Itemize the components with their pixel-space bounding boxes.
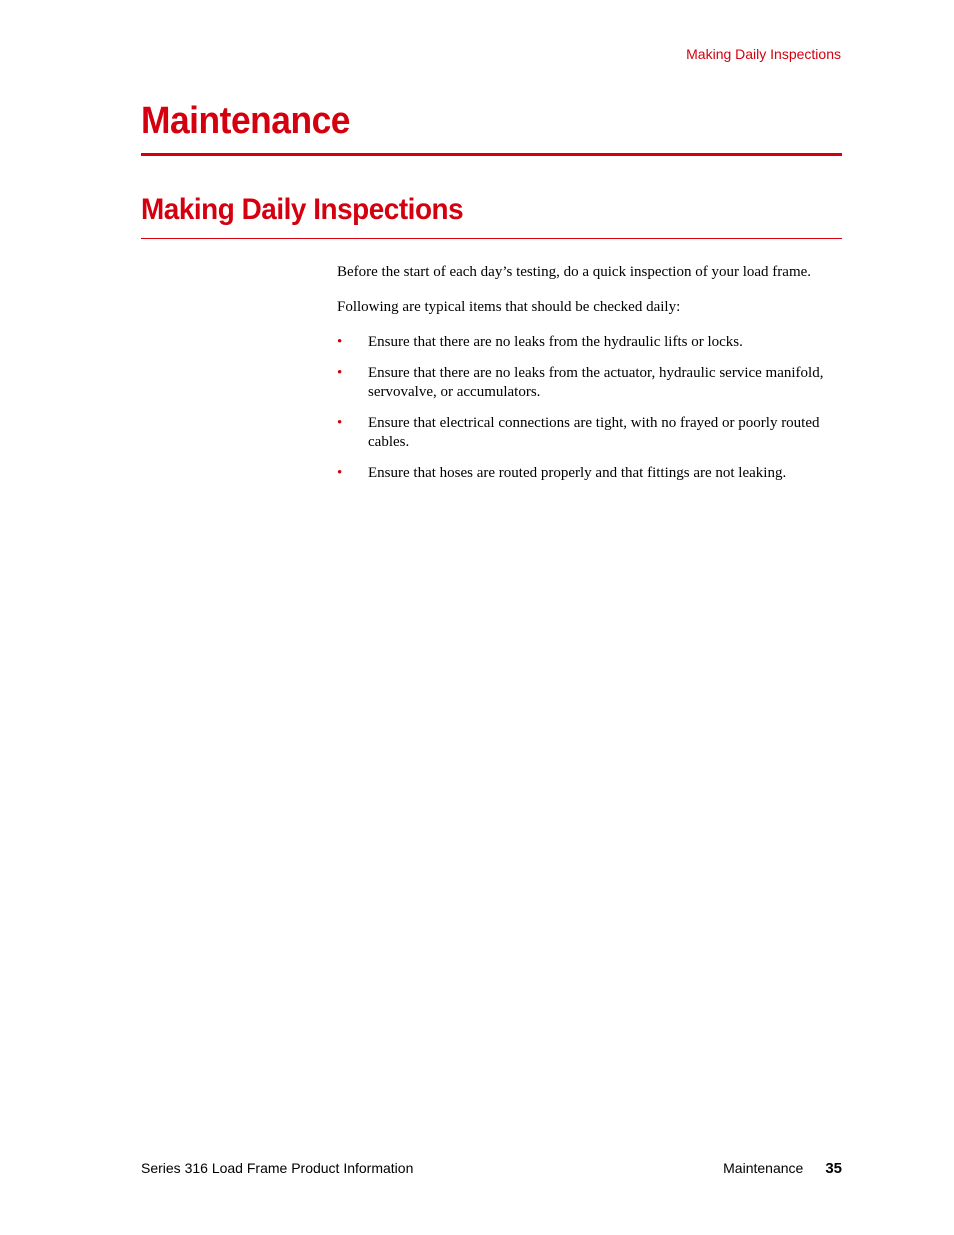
chapter-title: Maintenance	[141, 100, 350, 142]
list-item	[337, 464, 842, 483]
section-title: Making Daily Inspections	[141, 193, 464, 226]
footer-chapter-name: Maintenance	[723, 1160, 804, 1176]
intro-paragraph: Before the start of each day’s testing, do a quick inspection of your load frame.	[337, 264, 812, 280]
inspection-checklist	[337, 333, 842, 483]
bullet-icon: •	[337, 465, 343, 481]
bullet-icon: •	[337, 334, 343, 350]
list-item	[337, 364, 842, 402]
footer-right	[723, 1160, 842, 1177]
list-item	[337, 414, 842, 452]
section-rule	[141, 238, 842, 239]
footer-document-title: Series 316 Load Frame Product Information	[141, 1160, 414, 1176]
section-body	[337, 263, 842, 495]
page-number: 35	[825, 1160, 842, 1177]
list-item-text: Ensure that electrical connections are tight, with no frayed or poorly routed cables.	[368, 415, 820, 450]
bullet-icon: •	[337, 415, 343, 431]
chapter-rule	[141, 153, 842, 156]
list-item-text: Ensure that there are no leaks from the actuator, hydraulic service manifold, servovalve, or accumulators.	[368, 365, 824, 400]
list-item	[337, 333, 842, 352]
running-header: Making Daily Inspections	[686, 46, 841, 62]
list-intro-paragraph: Following are typical items that should be checked daily:	[337, 299, 681, 315]
bullet-icon: •	[337, 365, 343, 381]
list-item-text: Ensure that hoses are routed properly and that fittings are not leaking.	[368, 465, 787, 481]
list-item-text: Ensure that there are no leaks from the hydraulic lifts or locks.	[368, 334, 743, 350]
